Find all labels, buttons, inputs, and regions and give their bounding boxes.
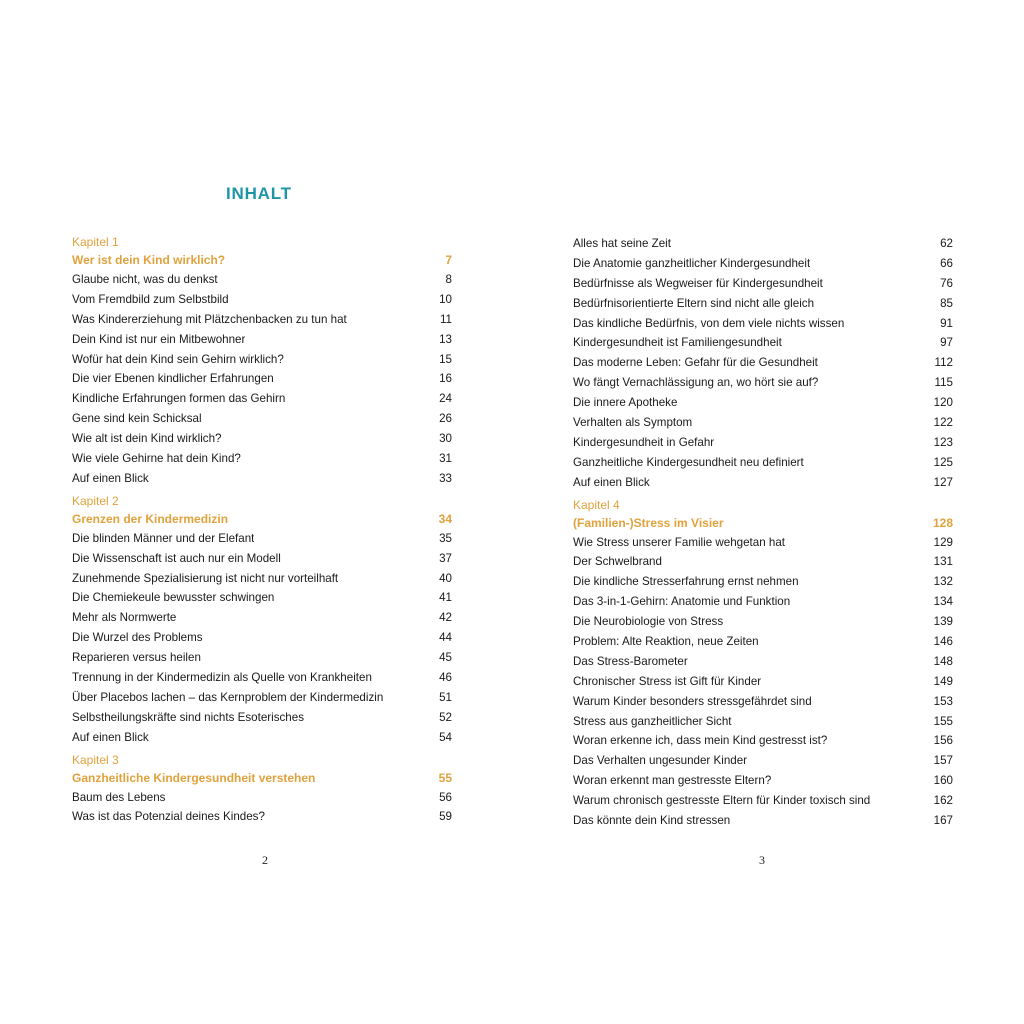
toc-entry[interactable] xyxy=(72,270,452,290)
toc-entry-page: 125 xyxy=(933,455,953,469)
toc-entry-page: 129 xyxy=(933,535,953,549)
toc-entry-page: 56 xyxy=(439,790,452,804)
chapter-heading-text: (Familien-)Stress im Visier xyxy=(573,515,724,530)
toc-entry[interactable] xyxy=(573,254,953,274)
toc-entry[interactable] xyxy=(72,788,452,808)
toc-entry-page: 156 xyxy=(933,734,953,748)
toc-entry-title: Das könnte dein Kind stressen xyxy=(573,814,731,828)
toc-entry-page: 35 xyxy=(439,531,452,545)
toc-entry-title: Ganzheitliche Kindergesundheit neu definiert xyxy=(573,455,804,469)
toc-entry-title: Problem: Alte Reaktion, neue Zeiten xyxy=(573,635,759,649)
toc-entry-page: 139 xyxy=(933,615,953,629)
toc-entry-page: 120 xyxy=(933,396,953,410)
toc-entry-page: 132 xyxy=(933,575,953,589)
toc-entry[interactable] xyxy=(72,350,452,370)
toc-entry-title: Warum chronisch gestresste Eltern für Kinder toxisch sind xyxy=(573,794,871,808)
toc-entry[interactable] xyxy=(72,330,452,350)
toc-entry-title: Bedürfnisse als Wegweiser für Kindergesundheit xyxy=(573,276,823,290)
toc-entry-title: Wie viele Gehirne hat dein Kind? xyxy=(72,452,241,466)
toc-entry[interactable] xyxy=(72,588,452,608)
toc-entry-page: 41 xyxy=(439,591,452,605)
toc-entry-page: 31 xyxy=(439,452,452,466)
toc-entry-page: 76 xyxy=(940,276,953,290)
toc-entry[interactable] xyxy=(573,632,953,652)
toc-entry-title: Mehr als Normwerte xyxy=(72,611,177,625)
toc-entry-page: 45 xyxy=(439,651,452,665)
toc-entry-title: Kindergesundheit in Gefahr xyxy=(573,435,715,449)
toc-entry-title: Das Verhalten ungesunder Kinder xyxy=(573,754,748,768)
toc-entry-page: 112 xyxy=(934,356,953,370)
toc-entry-page: 33 xyxy=(439,471,452,485)
toc-title: INHALT xyxy=(226,184,292,203)
toc-entry-page: 16 xyxy=(439,372,452,386)
toc-entry-title: Wo fängt Vernachlässigung an, wo hört sie auf? xyxy=(573,376,819,390)
toc-entry-page: 148 xyxy=(933,654,953,668)
page-number-right: 3 xyxy=(759,853,765,867)
chapter-label: Kapitel 4 xyxy=(573,497,620,512)
toc-entry[interactable] xyxy=(573,672,953,692)
toc-entry[interactable] xyxy=(573,592,953,612)
toc-entry-title: Chronischer Stress ist Gift für Kinder xyxy=(573,674,762,688)
toc-entry[interactable] xyxy=(573,751,953,771)
chapter-2 xyxy=(72,493,452,748)
chapter-heading-text: Grenzen der Kindermedizin xyxy=(72,511,229,526)
toc-entry[interactable] xyxy=(573,294,953,314)
toc-entry-title: Stress aus ganzheitlicher Sicht xyxy=(573,714,732,728)
toc-entry-title: Auf einen Blick xyxy=(573,475,650,489)
toc-entry-title: Über Placebos lachen – das Kernproblem der Kindermedizin xyxy=(72,690,384,704)
toc-entry-title: Was Kindererziehung mit Plätzchenbacken zu tun hat xyxy=(72,312,347,326)
chapter-heading[interactable] xyxy=(573,513,953,533)
chapter-heading-text: Wer ist dein Kind wirklich? xyxy=(72,253,226,267)
toc-entry-page: 52 xyxy=(439,710,452,724)
toc-entry-page: 97 xyxy=(940,336,953,350)
toc-left-column xyxy=(72,234,452,827)
toc-entry[interactable] xyxy=(72,688,452,708)
toc-entry[interactable] xyxy=(573,433,953,453)
chapter-label: Kapitel 3 xyxy=(72,752,119,767)
toc-entry-page: 122 xyxy=(933,416,953,430)
toc-entry[interactable] xyxy=(573,652,953,672)
toc-entry[interactable] xyxy=(573,552,953,572)
toc-entry-page: 149 xyxy=(933,674,953,688)
toc-entry[interactable] xyxy=(72,369,452,389)
toc-entry-page: 127 xyxy=(933,475,953,489)
toc-entry[interactable] xyxy=(72,409,452,429)
toc-entry-title: Alles hat seine Zeit xyxy=(573,237,671,250)
toc-entry-page: 167 xyxy=(933,814,953,828)
toc-entry-page: 40 xyxy=(439,571,452,585)
page-number-left: 2 xyxy=(262,853,268,867)
toc-entry[interactable] xyxy=(72,549,452,569)
toc-entry-title: Auf einen Blick xyxy=(72,730,149,744)
toc-entry-title: Die Wurzel des Problems xyxy=(72,631,203,645)
toc-entry-page: 62 xyxy=(940,237,953,250)
toc-entry[interactable] xyxy=(72,708,452,728)
toc-entry[interactable] xyxy=(72,389,452,409)
toc-entry-title: Das 3-in-1-Gehirn: Anatomie und Funktion xyxy=(573,595,791,609)
toc-entry[interactable] xyxy=(72,608,452,628)
chapter-heading[interactable] xyxy=(72,250,452,270)
toc-entry-title: Kindergesundheit ist Familiengesundheit xyxy=(573,336,782,350)
toc-entry[interactable] xyxy=(72,569,452,589)
toc-entry-page: 66 xyxy=(940,256,953,270)
toc-entry-page: 131 xyxy=(933,555,953,569)
toc-entry-page: 153 xyxy=(933,694,953,708)
toc-entry[interactable] xyxy=(72,807,452,827)
toc-entry-title: Das kindliche Bedürfnis, von dem viele nichts wissen xyxy=(573,316,845,330)
toc-entry-title: Zunehmende Spezialisierung ist nicht nur vorteilhaft xyxy=(72,571,339,585)
toc-entry[interactable] xyxy=(573,333,953,353)
toc-entry-page: 162 xyxy=(933,794,953,808)
toc-entry[interactable] xyxy=(573,731,953,751)
toc-entry[interactable] xyxy=(573,373,953,393)
toc-entry-title: Dein Kind ist nur ein Mitbewohner xyxy=(72,332,246,346)
toc-entry-page: 11 xyxy=(439,312,452,326)
toc-entry[interactable] xyxy=(72,469,452,489)
toc-entry[interactable] xyxy=(72,529,452,549)
toc-entry[interactable] xyxy=(573,692,953,712)
toc-entry-title: Der Schwelbrand xyxy=(573,555,662,569)
toc-entry-title: Die vier Ebenen kindlicher Erfahrungen xyxy=(72,372,274,386)
chapter-heading-page: 55 xyxy=(438,770,452,785)
toc-entry[interactable] xyxy=(72,449,452,469)
toc-entry-title: Die Wissenschaft ist auch nur ein Modell xyxy=(72,551,281,565)
toc-entry-page: 134 xyxy=(933,595,953,609)
toc-entry-title: Vom Fremdbild zum Selbstbild xyxy=(72,292,229,306)
toc-entry-page: 46 xyxy=(439,671,452,685)
toc-entry-page: 160 xyxy=(933,774,953,788)
toc-entry-page: 26 xyxy=(439,412,452,426)
chapter-3 xyxy=(72,752,452,828)
toc-entry-page: 54 xyxy=(439,730,452,744)
chapter-3-continued xyxy=(573,234,953,493)
toc-entry-title: Woran erkenne ich, dass mein Kind gestresst ist? xyxy=(573,734,828,748)
chapter-label: Kapitel 2 xyxy=(72,493,119,508)
toc-entry[interactable] xyxy=(573,413,953,433)
toc-entry-title: Die blinden Männer und der Elefant xyxy=(72,531,255,545)
toc-entry[interactable] xyxy=(573,791,953,811)
toc-entry[interactable] xyxy=(573,314,953,334)
toc-entry[interactable] xyxy=(72,290,452,310)
toc-entry-page: 37 xyxy=(439,551,452,565)
toc-entry-page: 146 xyxy=(933,635,953,649)
toc-entry-page: 157 xyxy=(933,754,953,768)
chapter-1 xyxy=(72,234,452,489)
toc-entry[interactable] xyxy=(573,353,953,373)
toc-entry-title: Selbstheilungskräfte sind nichts Esoterisches xyxy=(72,710,304,724)
toc-entry-title: Wie alt ist dein Kind wirklich? xyxy=(72,432,222,446)
toc-entry[interactable] xyxy=(573,811,953,831)
toc-entry[interactable] xyxy=(573,473,953,493)
chapter-heading-text: Ganzheitliche Kindergesundheit verstehen xyxy=(72,770,316,785)
toc-entry-page: 8 xyxy=(445,273,452,286)
toc-entry-title: Verhalten als Symptom xyxy=(573,416,693,430)
toc-entry-page: 15 xyxy=(439,352,452,366)
toc-entry[interactable] xyxy=(573,712,953,732)
toc-entry[interactable] xyxy=(72,668,452,688)
chapter-heading-page: 128 xyxy=(932,515,953,530)
toc-entry-title: Glaube nicht, was du denkst xyxy=(72,273,218,286)
toc-entry-title: Die innere Apotheke xyxy=(573,396,678,410)
toc-entry-page: 59 xyxy=(439,810,452,824)
toc-entry-title: Kindliche Erfahrungen formen das Gehirn xyxy=(72,392,286,406)
toc-entry-title: Die Anatomie ganzheitlicher Kindergesundheit xyxy=(573,256,811,270)
toc-entry[interactable] xyxy=(72,429,452,449)
toc-entry[interactable] xyxy=(72,628,452,648)
toc-entry[interactable] xyxy=(573,612,953,632)
chapter-heading-page: 34 xyxy=(438,511,452,526)
toc-entry[interactable] xyxy=(573,393,953,413)
toc-entry-title: Woran erkennt man gestresste Eltern? xyxy=(573,774,772,788)
toc-entry-title: Wofür hat dein Kind sein Gehirn wirklich? xyxy=(72,352,284,366)
toc-entry-page: 42 xyxy=(439,611,452,625)
chapter-4 xyxy=(573,497,953,831)
toc-entry-title: Bedürfnisorientierte Eltern sind nicht alle gleich xyxy=(573,296,815,310)
toc-entry-title: Was ist das Potenzial deines Kindes? xyxy=(72,810,265,824)
toc-entry-title: Reparieren versus heilen xyxy=(72,651,201,665)
chapter-heading-page: 7 xyxy=(445,253,452,267)
toc-entry-page: 51 xyxy=(439,690,452,704)
toc-entry[interactable] xyxy=(72,310,452,330)
toc-entry[interactable] xyxy=(72,648,452,668)
toc-entry-page: 30 xyxy=(439,432,452,446)
toc-entry-title: Die Chemiekeule bewusster schwingen xyxy=(72,591,275,605)
toc-entry-page: 155 xyxy=(933,714,953,728)
toc-entry-title: Gene sind kein Schicksal xyxy=(72,412,202,426)
toc-entry-page: 24 xyxy=(439,392,452,406)
toc-entry-title: Das moderne Leben: Gefahr für die Gesundheit xyxy=(573,356,818,370)
toc-entry-title: Trennung in der Kindermedizin als Quelle von Krankheiten xyxy=(72,671,372,685)
toc-entry[interactable] xyxy=(573,453,953,473)
toc-entry-page: 85 xyxy=(940,296,953,310)
toc-entry-title: Auf einen Blick xyxy=(72,471,149,485)
chapter-label: Kapitel 1 xyxy=(72,235,119,249)
toc-entry-page: 44 xyxy=(439,631,452,645)
toc-entry-title: Die kindliche Stresserfahrung ernst nehmen xyxy=(573,575,799,589)
toc-entry[interactable] xyxy=(573,274,953,294)
chapter-heading[interactable] xyxy=(72,768,452,788)
toc-entry-title: Wie Stress unserer Familie wehgetan hat xyxy=(573,535,785,549)
toc-entry-title: Die Neurobiologie von Stress xyxy=(573,615,724,629)
toc-entry[interactable] xyxy=(573,533,953,553)
toc-right-column xyxy=(573,234,953,831)
toc-entry-title: Das Stress-Barometer xyxy=(573,654,688,668)
toc-entry[interactable] xyxy=(72,728,452,748)
toc-entry-page: 10 xyxy=(439,292,452,306)
toc-entry[interactable] xyxy=(573,572,953,592)
toc-entry-page: 123 xyxy=(933,435,953,449)
toc-entry[interactable] xyxy=(573,771,953,791)
toc-entry-title: Baum des Lebens xyxy=(72,790,166,804)
toc-entry-page: 91 xyxy=(940,316,953,330)
toc-entry-title: Warum Kinder besonders stressgefährdet sind xyxy=(573,694,812,708)
toc-entry[interactable] xyxy=(573,234,953,254)
toc-entry-page: 115 xyxy=(934,376,953,390)
chapter-heading[interactable] xyxy=(72,509,452,529)
toc-entry-page: 13 xyxy=(439,332,452,346)
